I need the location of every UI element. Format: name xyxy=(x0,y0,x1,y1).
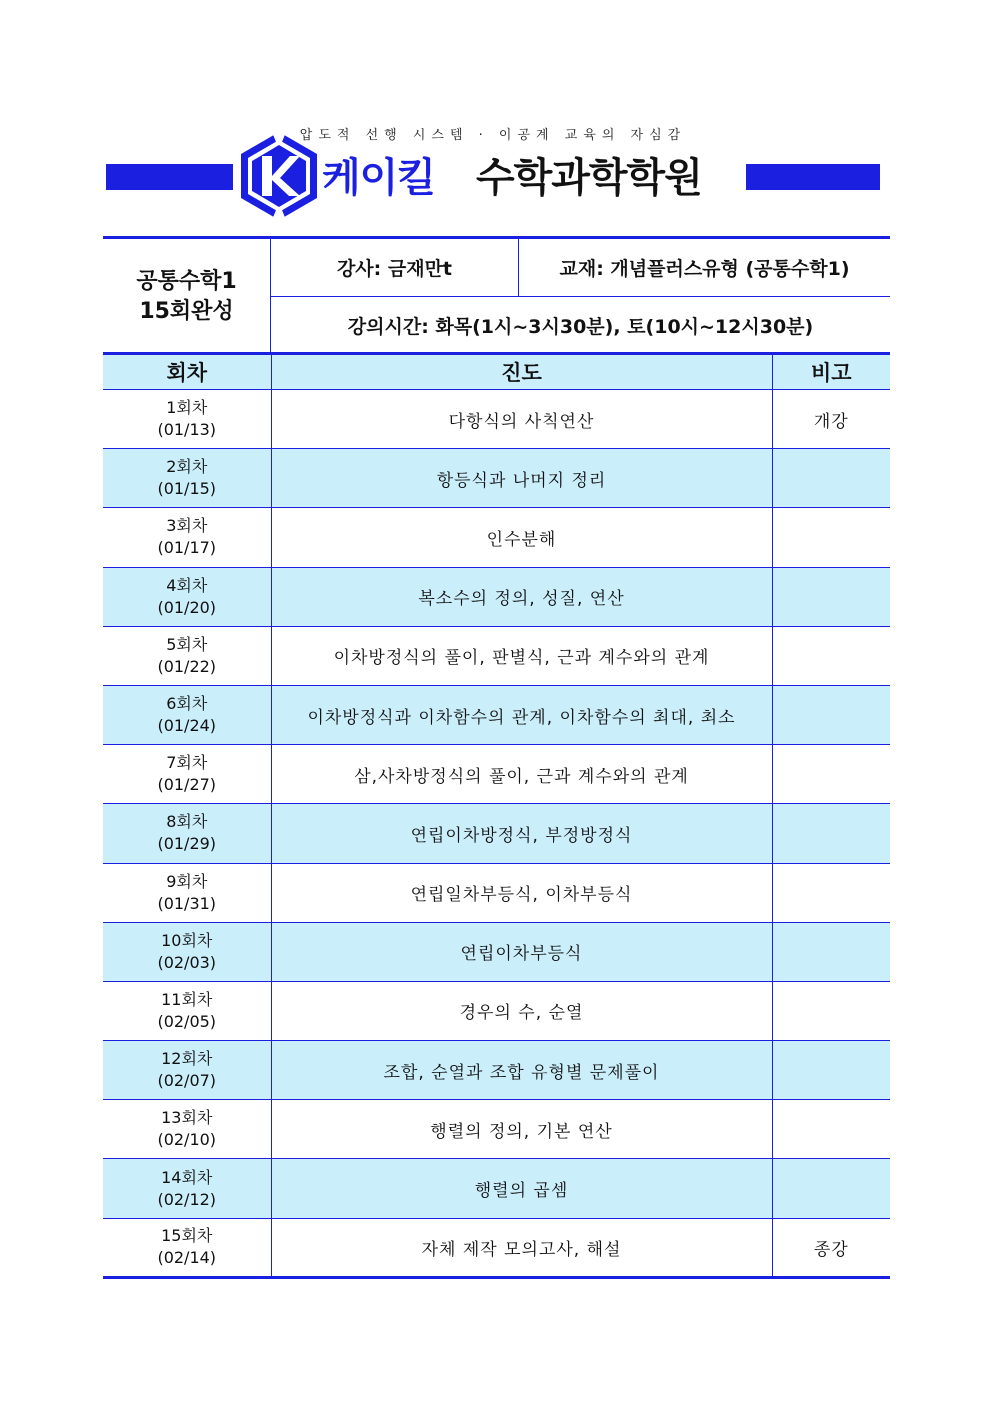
tagline: 압도적 선행 시스템 · 이공계 교육의 자심감 xyxy=(299,128,687,143)
topic-cell: 연립일차부등식, 이차부등식 xyxy=(271,863,772,922)
session-cell xyxy=(103,567,271,626)
topic-cell: 항등식과 나머지 정리 xyxy=(271,449,772,508)
session-cell xyxy=(103,981,271,1040)
note-cell: 종강 xyxy=(772,1218,890,1277)
session-number: 2회차 xyxy=(166,457,208,477)
session-number: 11회차 xyxy=(161,989,213,1009)
table-row xyxy=(103,981,890,1040)
header-session: 회차 xyxy=(103,354,271,390)
topic-cell: 조합, 순열과 조합 유형별 문제풀이 xyxy=(271,1041,772,1100)
brand-name-rest: 수학과학학원 xyxy=(476,155,702,201)
topic-cell: 다항식의 사칙연산 xyxy=(271,390,772,449)
table-row xyxy=(103,863,890,922)
session-date: (02/14) xyxy=(157,1248,217,1268)
topic-cell: 연립이차방정식, 부정방정식 xyxy=(271,804,772,863)
note-cell xyxy=(772,804,890,863)
topic-cell: 행렬의 곱셈 xyxy=(271,1159,772,1218)
session-date: (02/10) xyxy=(157,1130,217,1150)
note-cell xyxy=(772,685,890,744)
session-date: (01/17) xyxy=(157,538,217,558)
k-logo-icon xyxy=(238,130,320,222)
session-cell xyxy=(103,626,271,685)
session-cell xyxy=(103,1159,271,1218)
header-progress: 진도 xyxy=(271,354,772,390)
session-number: 6회차 xyxy=(166,694,208,714)
course-name: 공통수학1 xyxy=(136,268,237,294)
session-number: 15회차 xyxy=(161,1226,213,1246)
topic-cell: 경우의 수, 순열 xyxy=(271,981,772,1040)
session-cell xyxy=(103,1100,271,1159)
header-bar-right xyxy=(746,164,880,190)
topic-cell: 이차방정식의 풀이, 판별식, 근과 계수와의 관계 xyxy=(271,626,772,685)
note-cell xyxy=(772,449,890,508)
course-title xyxy=(103,239,271,354)
session-cell xyxy=(103,922,271,981)
note-cell xyxy=(772,1100,890,1159)
table-row xyxy=(103,626,890,685)
session-number: 1회차 xyxy=(166,398,208,418)
table-row xyxy=(103,508,890,567)
note-cell xyxy=(772,1159,890,1218)
topic-cell: 인수분해 xyxy=(271,508,772,567)
session-date: (01/27) xyxy=(157,775,217,795)
session-number: 5회차 xyxy=(166,634,208,654)
note-cell xyxy=(772,1041,890,1100)
session-number: 14회차 xyxy=(161,1167,213,1187)
textbook-info: 교재: 개념플러스유형 (공통수학1) xyxy=(519,239,890,297)
session-date: (02/03) xyxy=(157,952,217,972)
table-row xyxy=(103,449,890,508)
header-note: 비고 xyxy=(772,354,890,390)
session-date: (02/05) xyxy=(157,1011,217,1031)
session-date: (01/24) xyxy=(157,716,217,736)
topic-cell: 복소수의 정의, 성질, 연산 xyxy=(271,567,772,626)
table-row xyxy=(103,1041,890,1100)
session-number: 13회차 xyxy=(161,1108,213,1128)
session-date: (01/29) xyxy=(157,834,217,854)
academy-header xyxy=(106,120,880,230)
session-date: (02/07) xyxy=(157,1071,217,1091)
course-info-box xyxy=(103,236,890,354)
course-length: 15회완성 xyxy=(139,298,234,324)
table-row xyxy=(103,390,890,449)
note-cell xyxy=(772,863,890,922)
table-row xyxy=(103,922,890,981)
session-cell xyxy=(103,449,271,508)
session-number: 3회차 xyxy=(166,516,208,536)
note-cell xyxy=(772,567,890,626)
session-cell xyxy=(103,1218,271,1277)
session-number: 12회차 xyxy=(161,1049,213,1069)
table-row xyxy=(103,804,890,863)
session-number: 10회차 xyxy=(161,930,213,950)
schedule-table xyxy=(103,352,890,1279)
table-row xyxy=(103,1159,890,1218)
session-number: 7회차 xyxy=(166,753,208,773)
session-cell xyxy=(103,685,271,744)
teacher-info: 강사: 금재만t xyxy=(271,239,519,297)
note-cell xyxy=(772,626,890,685)
session-cell xyxy=(103,1041,271,1100)
table-row xyxy=(103,685,890,744)
note-cell xyxy=(772,508,890,567)
session-date: (01/15) xyxy=(157,479,217,499)
session-cell xyxy=(103,863,271,922)
session-date: (01/13) xyxy=(157,420,217,440)
note-cell xyxy=(772,922,890,981)
session-cell xyxy=(103,804,271,863)
table-row xyxy=(103,1100,890,1159)
session-date: (01/20) xyxy=(157,597,217,617)
topic-cell: 삼,사차방정식의 풀이, 근과 계수와의 관계 xyxy=(271,745,772,804)
session-date: (01/31) xyxy=(157,893,217,913)
table-row xyxy=(103,567,890,626)
session-date: (01/22) xyxy=(157,656,217,676)
session-number: 9회차 xyxy=(166,871,208,891)
topic-cell: 자체 제작 모의고사, 해설 xyxy=(271,1218,772,1277)
topic-cell: 연립이차부등식 xyxy=(271,922,772,981)
note-cell xyxy=(772,981,890,1040)
session-cell xyxy=(103,745,271,804)
session-number: 4회차 xyxy=(166,575,208,595)
table-row xyxy=(103,745,890,804)
header-bar-left xyxy=(106,164,233,190)
topic-cell: 이차방정식과 이차함수의 관계, 이차함수의 최대, 최소 xyxy=(271,685,772,744)
lecture-time-info: 강의시간: 화목(1시~3시30분), 토(10시~12시30분) xyxy=(347,316,814,338)
table-row xyxy=(103,1218,890,1277)
session-cell xyxy=(103,390,271,449)
note-cell: 개강 xyxy=(772,390,890,449)
topic-cell: 행렬의 정의, 기본 연산 xyxy=(271,1100,772,1159)
session-date: (02/12) xyxy=(157,1189,217,1209)
session-cell xyxy=(103,508,271,567)
table-header-row xyxy=(103,354,890,390)
session-number: 8회차 xyxy=(166,812,208,832)
note-cell xyxy=(772,745,890,804)
brand-name-highlight: 케이킬 xyxy=(322,155,435,201)
